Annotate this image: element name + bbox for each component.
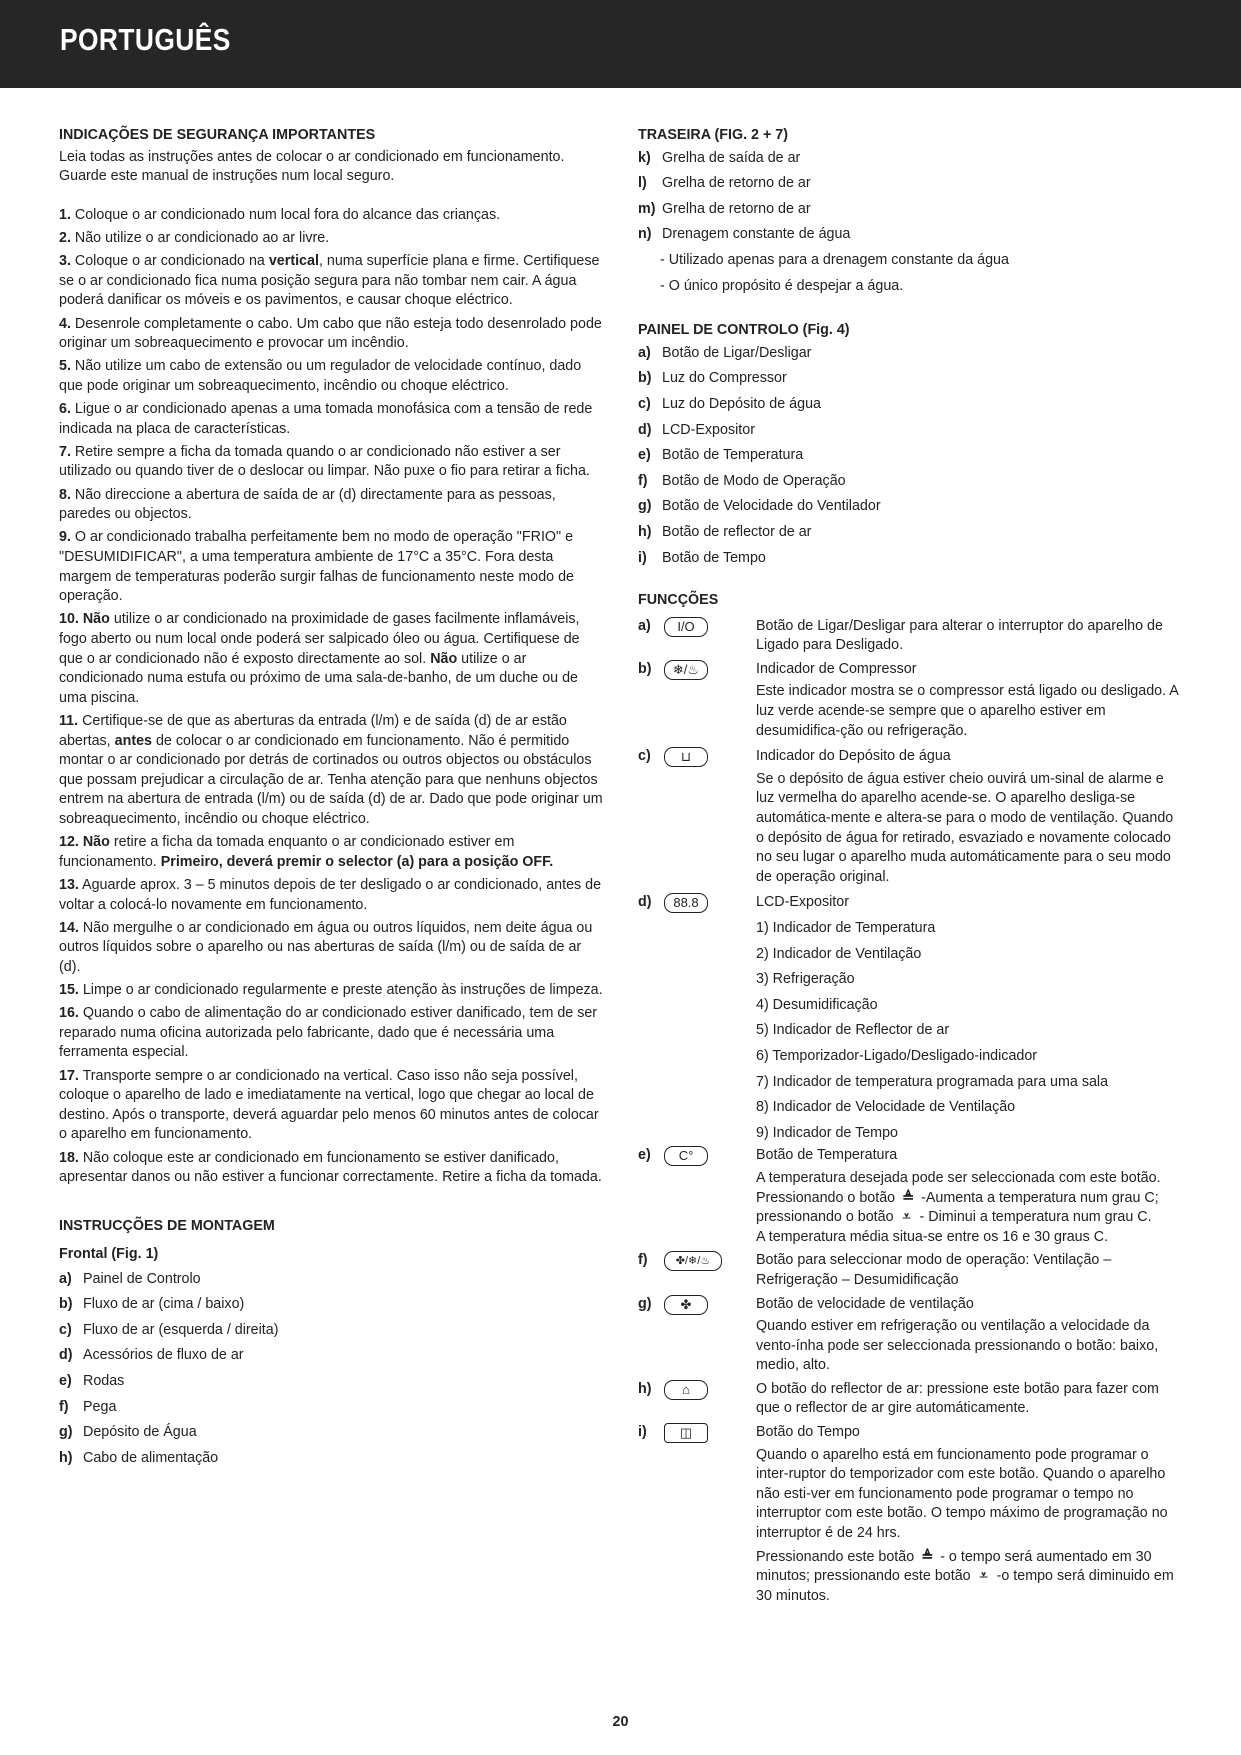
assembly-title: INSTRUCÇÕES DE MONTAGEM bbox=[59, 1218, 275, 1235]
safety-item: 7. Retire sempre a ficha da tomada quando o ar condicionado não estiver a ser utilizado ou quando tiver de o deslocar ou limpar. Não puxe o fio para retirar a ficha. bbox=[59, 443, 590, 480]
rear-sub-item: - Utilizado apenas para a drenagem constante da água bbox=[660, 251, 1009, 268]
timer-icon: ◫ bbox=[664, 1423, 708, 1443]
function-i: i) ◫ Botão do Tempo bbox=[638, 1423, 1180, 1444]
assembly-item: h) Cabo de alimentação bbox=[59, 1449, 219, 1466]
function-h: h) ⌂ O botão do reflector de ar: pressione este botão para fazer com que o reflector de ar gire automáticamente. bbox=[638, 1380, 1159, 1417]
lcd-list-item: 1) Indicador de Temperatura bbox=[756, 920, 936, 936]
function-b-desc: Este indicador mostra se o compressor está ligado ou desligado. A luz verde acende-se sempre que o aparelho estiver em desumidifica-ção ou refrigeração. bbox=[756, 683, 1178, 739]
arrow-down-icon: ⩡ bbox=[902, 1209, 911, 1226]
function-d: d) 88.8 LCD-Expositor bbox=[638, 893, 1180, 914]
panel-item: b) Luz do Compressor bbox=[638, 370, 787, 387]
safety-item: 17. Transporte sempre o ar condicionado na vertical. Caso isso não seja possível, coloque o aparelho de lado e imediatamente na vertical, logo que chegar ao local de destino. Após o transporte, deverá aguardar pelo menos 60 minutos antes de colocar o aparelho em funcionamento. bbox=[59, 1067, 599, 1143]
safety-item: 9. O ar condicionado trabalha perfeitamente bem no modo de operação "FRIO" e "DESUMIDIFICAR", a uma temperatura ambiente de 17°C a 35°C. Fora desta margem de temperaturas poderão surgir falhas de funcionamento neste modo de operação. bbox=[59, 529, 574, 605]
panel-item: i) Botão de Tempo bbox=[638, 549, 766, 566]
function-c: c) ⊔ Indicador do Depósito de água bbox=[638, 747, 1180, 768]
function-i-desc2: Pressionando este botão ≜ - o tempo será aumentado em 30 minutos; pressionando este botão ⩡ -o tempo será diminuido em 30 minutos. bbox=[756, 1548, 1174, 1604]
safety-item: 10. Não utilize o ar condicionado na proximidade de gases facilmente inflamáveis, fogo aberto ou num local onde poderá ser salpicado óleo ou água. Certifiquese de que o ar condicionado não é exposto directamente ao sol. Não utilize o ar condicionado numa estufa ou próximo de uma sala-de-banho, de um duche ou de uma piscina. bbox=[59, 611, 580, 706]
safety-item: 2. Não utilize o ar condicionado ao ar livre. bbox=[59, 229, 330, 246]
assembly-item: g) Depósito de Água bbox=[59, 1424, 197, 1441]
assembly-item: e) Rodas bbox=[59, 1372, 125, 1389]
lcd-list-item: 8) Indicador de Velocidade de Ventilação bbox=[756, 1099, 1016, 1116]
functions-title: FUNCÇÕES bbox=[638, 592, 719, 609]
compressor-icon: ❄/♨ bbox=[664, 660, 708, 680]
safety-item: 15. Limpe o ar condicionado regularmente e preste atenção às instruções de limpeza. bbox=[59, 982, 603, 999]
function-i-desc: Quando o aparelho está em funcionamento pode programar o inter-ruptor do temporizador com este botão. Quando o aparelho não esti-ver em funcionamento pode programar o tempo no interruptor com este botão. O tempo máximo de programação no interruptor é de 24 hrs. bbox=[756, 1446, 1168, 1542]
page-number: 20 bbox=[612, 1714, 629, 1730]
rear-sub-item: - O único propósito é despejar a água. bbox=[660, 277, 904, 294]
rear-item: n) Drenagem constante de água bbox=[638, 226, 851, 243]
panel-title: PAINEL DE CONTROLO (Fig. 4) bbox=[638, 322, 850, 339]
water-tank-icon: ⊔ bbox=[664, 747, 708, 767]
arrow-up-icon: ≜ bbox=[921, 1548, 934, 1565]
right-column bbox=[638, 126, 1180, 1606]
lcd-list-item: 3) Refrigeração bbox=[756, 971, 855, 988]
header-bar bbox=[0, 0, 1241, 88]
panel-item: d) LCD-Expositor bbox=[638, 421, 755, 438]
function-e: e) C° Botão de Temperatura bbox=[638, 1146, 1180, 1167]
safety-item: 14. Não mergulhe o ar condicionado em água ou outros líquidos, nem deite água ou outros líquidos sobre o aparelho ou nas aberturas de saída (l/m) ou de saída de ar (d). bbox=[59, 919, 593, 975]
safety-item: 13. Aguarde aprox. 3 – 5 minutos depois de ter desligado o ar condicionado, antes de voltar a colocá-lo novamente em funcionamento. bbox=[59, 876, 602, 913]
function-e-desc: A temperatura desejada pode ser seleccionada com este botão. Pressionando o botão ≜ -Aumenta a temperatura num grau C; pressionando o botão ⩡ - Diminui a temperatura num grau C. A temperatura média situa-se entre os 16 e 30 graus C. bbox=[756, 1169, 1161, 1245]
air-reflector-icon: ⌂ bbox=[664, 1380, 708, 1400]
function-g-desc: Quando estiver em refrigeração ou ventilação a velocidade da vento-ínha pode ser seleccionada pressionando o botão: baixo, medio, alto. bbox=[756, 1318, 1159, 1374]
assembly-item: d) Acessórios de fluxo de ar bbox=[59, 1347, 244, 1364]
power-button-icon: I/O bbox=[664, 617, 708, 637]
lcd-list-item: 9) Indicador de Tempo bbox=[756, 1124, 898, 1141]
safety-item: 3. Coloque o ar condicionado na vertical, numa superfície plana e firme. Certifiquese se o ar condicionado fica numa posição segura para não tombar nem cair. A água poderá danificar os móveis e os pavimentos, e causar choque eléctrico. bbox=[59, 253, 600, 309]
rear-item: k) Grelha de saída de ar bbox=[638, 149, 801, 166]
lcd-list-item: 5) Indicador de Reflector de ar bbox=[756, 1022, 950, 1039]
function-c-desc: Se o depósito de água estiver cheio ouvirá um-sinal de alarme e luz vermelha do aparelho acende-se. O aparelho desliga-se automática-mente e altera-se para o modo de ventilação. Quando o depósito de água for retirado, esvaziado e novamente colocado no seu lugar o aparelho muda automáticamente para o seu modo de operação original. bbox=[756, 770, 1174, 885]
lcd-list-item: 2) Indicador de Ventilação bbox=[756, 945, 922, 962]
rear-item: m) Grelha de retorno de ar bbox=[638, 200, 811, 217]
safety-item: 6. Ligue o ar condicionado apenas a uma tomada monofásica com a tensão de rede indicada na placa de características. bbox=[59, 401, 593, 437]
safety-item: 12. Não retire a ficha da tomada enquanto o ar condicionado estiver em funcionamento. Primeiro, deverá premir o selector (a) para a posição OFF. bbox=[59, 834, 554, 870]
rear-title: TRASEIRA (FIG. 2 + 7) bbox=[638, 127, 789, 143]
safety-item: 4. Desenrole completamente o cabo. Um cabo que não esteja todo desenrolado pode originar um sobreaquecimento e provocar um incêndio. bbox=[59, 315, 602, 352]
temperature-button-icon: C° bbox=[664, 1146, 708, 1166]
function-a: a) I/O Botão de Ligar/Desligar para alterar o interruptor do aparelho de Ligado para Desligado. bbox=[638, 617, 1163, 654]
safety-item: 16. Quando o cabo de alimentação do ar condicionado estiver danificado, tem de ser reparado numa oficina autorizada pelo fabricante, dado que é necessária uma ferramenta especial. bbox=[59, 1005, 598, 1061]
panel-item: f) Botão de Modo de Operação bbox=[638, 472, 846, 489]
safety-title: INDICAÇÕES DE SEGURANÇA IMPORTANTES bbox=[59, 127, 376, 143]
lcd-list-item: 7) Indicador de temperatura programada para uma sala bbox=[756, 1073, 1109, 1090]
function-d-list bbox=[756, 916, 1180, 1146]
lcd-list-item: 6) Temporizador-Ligado/Desligado-indicador bbox=[756, 1047, 1038, 1064]
lcd-display-icon: 88.8 bbox=[664, 893, 708, 913]
mode-button-icon: ✤/❄/♨ bbox=[664, 1251, 722, 1271]
fan-icon: ✤ bbox=[664, 1295, 708, 1315]
assembly-item: c) Fluxo de ar (esquerda / direita) bbox=[59, 1321, 279, 1338]
panel-item: g) Botão de Velocidade do Ventilador bbox=[638, 498, 881, 515]
function-g: g) ✤ Botão de velocidade de ventilação bbox=[638, 1295, 1180, 1316]
lcd-list-item: 4) Desumidificação bbox=[756, 996, 878, 1013]
function-b: b) ❄/♨ Indicador de Compressor bbox=[638, 660, 1180, 681]
panel-item: h) Botão de reflector de ar bbox=[638, 523, 812, 540]
function-f: f) ✤/❄/♨ Botão para seleccionar modo de operação: Ventilação – Refrigeração – Desumidificação bbox=[638, 1252, 1112, 1288]
safety-item: 5. Não utilize um cabo de extensão ou um regulador de velocidade contínuo, dado que pode originar um sobreaquecimento, incêndio ou choque eléctrico. bbox=[59, 358, 582, 394]
arrow-up-icon: ≜ bbox=[902, 1189, 915, 1206]
safety-item: 1. Coloque o ar condicionado num local fora do alcance das crianças. bbox=[59, 206, 501, 223]
assembly-item: f) Pega bbox=[59, 1398, 117, 1415]
panel-item: e) Botão de Temperatura bbox=[638, 447, 804, 464]
safety-item: 18. Não coloque este ar condicionado em funcionamento se estiver danificado, apresentar danos ou não estiver a funcionar correctamente. Retire a ficha da tomada. bbox=[59, 1149, 602, 1186]
page-title: PORTUGUÊS bbox=[60, 22, 231, 57]
safety-item: 8. Não direccione a abertura de saída de ar (d) directamente para as pessoas, paredes ou objectos. bbox=[59, 486, 556, 523]
assembly-subtitle: Frontal (Fig. 1) bbox=[59, 1245, 159, 1262]
assembly-item: a) Painel de Controlo bbox=[59, 1270, 201, 1287]
assembly-item: b) Fluxo de ar (cima / baixo) bbox=[59, 1296, 245, 1313]
safety-item: 11. Certifique-se de que as aberturas da entrada (l/m) e de saída (d) de ar estão abertas, antes de colocar o ar condicionado em funcionamento. Não é permitido montar o ar condicionado por detrás de cortinados ou outros objectos ou obstáculos que possam prejudicar a circulação de ar. Tenha atenção para que nenhuns objectos entrem na abertura de entrada (l/m) ou de saída (d) de ar. Dado que pode originar um sobreaquecimento, incêndio ou choque eléctrico. bbox=[59, 712, 603, 827]
panel-item: c) Luz do Depósito de água bbox=[638, 395, 821, 412]
rear-item: l) Grelha de retorno de ar bbox=[638, 175, 811, 192]
left-column bbox=[59, 126, 603, 1471]
panel-item: a) Botão de Ligar/Desligar bbox=[638, 344, 812, 361]
safety-intro: Leia todas as instruções antes de colocar o ar condicionado em funcionamento. Guarde este manual de instruções num local seguro. bbox=[59, 148, 565, 185]
arrow-down-icon: ⩡ bbox=[979, 1568, 988, 1585]
